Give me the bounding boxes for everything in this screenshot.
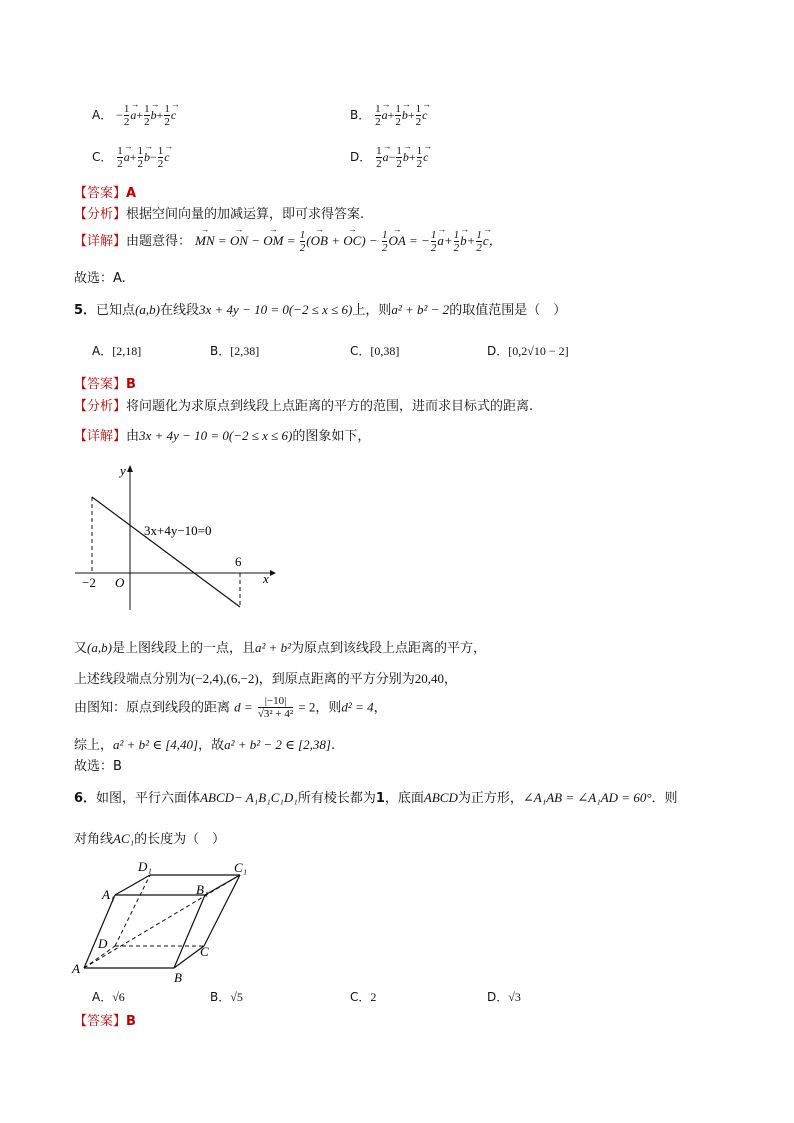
option-value: [0,2√10 − 2] <box>508 344 569 358</box>
option-value: 2 <box>370 990 377 1004</box>
option-label: C． <box>350 344 371 358</box>
text: ， <box>373 700 387 716</box>
option-label: C． <box>92 149 113 164</box>
origin-label: O <box>115 575 125 590</box>
label-C1: C₁ <box>234 860 248 875</box>
detail-equation: 3x + 4y − 10 = 0(−2 ≤ x ≤ 6) <box>139 428 293 443</box>
option-label: D． <box>350 149 372 164</box>
x-axis-arrow <box>270 570 276 576</box>
label-A: A <box>72 961 80 976</box>
stem-text: 的长度为（ ） <box>134 832 226 847</box>
y-axis-label: y <box>120 463 126 478</box>
q5-option-c <box>350 342 399 359</box>
option-value: √5 <box>230 990 243 1004</box>
stem-diagonal: AC₁ <box>113 831 135 846</box>
question-number: 5． <box>74 303 97 318</box>
q4-analysis <box>74 203 364 222</box>
q5-line3 <box>74 696 387 720</box>
math: a² + b² ∈ [4,40] <box>113 737 199 752</box>
text: 是上图线段上的一点，且 <box>111 641 255 656</box>
option-value: √3 <box>508 990 521 1004</box>
stem-text: 在线段 <box>159 303 199 318</box>
option-label: A． <box>92 990 113 1004</box>
text: ，到原点距离的平方分别为 <box>258 672 415 687</box>
stem-point: (a,b) <box>135 302 160 317</box>
math: d = <box>234 699 253 715</box>
option-value: √6 <box>112 990 125 1004</box>
option-label: B． <box>210 344 231 358</box>
detail-tag: 【详解】 <box>74 429 127 444</box>
text: 为原点到该线段上点距离的平方， <box>291 641 487 656</box>
text: 综上， <box>74 738 114 753</box>
line-label: 3x+4y−10=0 <box>144 523 212 538</box>
q6-option-c <box>350 988 376 1005</box>
stem-expression: a² + b² − 2 <box>391 302 450 317</box>
q5-line4 <box>74 734 335 753</box>
text: 上述线段端点分别为 <box>74 672 192 687</box>
q5-option-a <box>92 342 141 359</box>
q4-conclusion: 故选：A. <box>74 271 126 286</box>
detail-lead: 由题意得： <box>126 234 192 249</box>
answer-tag: 【答案】 <box>74 1014 127 1029</box>
analysis-tag: 【分析】 <box>74 207 127 222</box>
option-label: D． <box>487 344 509 358</box>
analysis-tag: 【分析】 <box>74 399 127 414</box>
q5-detail <box>74 425 370 444</box>
q4-option-a: A． − $\frac{1}{2}$ → a+ $\frac{1}{2}$ → b+ $\frac{1}{2}$ → c <box>92 104 176 128</box>
q5-line1 <box>74 637 486 656</box>
question-number: 6． <box>74 791 97 806</box>
text: ， <box>444 672 458 687</box>
math: (a,b) <box>87 640 112 655</box>
q5-stem <box>74 299 566 318</box>
stem-text: 的取值范围是（ ） <box>449 303 567 318</box>
stem-text: 上，则 <box>352 303 392 318</box>
text: ，故 <box>198 738 225 753</box>
text: 又 <box>74 641 88 656</box>
q6-figure <box>70 855 270 985</box>
option-value: [2,38] <box>230 344 260 358</box>
distance-fraction <box>258 696 293 720</box>
q4-option-d: D． $\frac{1}{2}$ → a− $\frac{1}{2}$ → b+ $\frac{1}{2}$ → c <box>350 146 428 170</box>
q4-option-c: C． $\frac{1}{2}$ → a+ $\frac{1}{2}$ → b− $\frac{1}{2}$ → c <box>92 146 170 170</box>
answer-tag: 【答案】 <box>74 377 127 392</box>
answer-value: B <box>126 1014 136 1029</box>
label-B: B <box>174 970 182 985</box>
option-label: A． <box>92 107 113 122</box>
answer-value: B <box>126 377 136 392</box>
option-label: C． <box>350 990 371 1004</box>
q6-stem-line2 <box>74 828 225 847</box>
q6-option-b <box>210 988 243 1005</box>
text: . <box>330 738 336 753</box>
q6-answer <box>74 1010 136 1029</box>
text: ，则 <box>315 700 342 716</box>
math: = 2 <box>298 699 316 715</box>
label-A1: A₁ <box>102 887 115 902</box>
stem-text: 如图，平行六面体 <box>96 791 201 806</box>
analysis-text: 根据空间向量的加减运算，即可求得答案. <box>126 207 365 222</box>
option-value: [2,18] <box>112 344 142 358</box>
option-label: D． <box>487 990 509 1004</box>
q4-answer <box>74 182 136 201</box>
q5-graph <box>70 460 280 620</box>
math: (−2,4),(6,−2) <box>191 671 259 686</box>
math: d² = 4 <box>341 699 374 715</box>
stem-solid: ABCD− A₁B₁C₁D₁ <box>200 790 298 805</box>
label-D1: D₁ <box>138 859 152 874</box>
q6-stem <box>74 787 678 806</box>
edge-A-A1 <box>84 895 115 968</box>
stem-text: 对角线 <box>74 832 114 847</box>
option-label: B． <box>210 990 231 1004</box>
q6-option-a <box>92 988 125 1005</box>
label-C: C <box>200 944 209 959</box>
label-D: D <box>98 936 108 951</box>
stem-length: 1 <box>375 791 385 806</box>
x-axis-label: x <box>263 571 269 586</box>
edge-A1-D1 <box>115 875 150 895</box>
detail-formula: → MN = → ON − → OM = $\frac{1}{2}$ (→ OB + → OC) − $\frac{1}{2}$ → OA = − $\frac{1}{2}$ → a+ $\frac{1}{2}$ → b+ $\frac{1}{2}$ → c， <box>195 233 502 248</box>
q5-line2 <box>74 668 457 687</box>
option-label: B． <box>350 107 371 122</box>
q4-option-b: B． $\frac{1}{2}$ → a+ $\frac{1}{2}$ → b+ $\frac{1}{2}$ → c <box>350 104 427 128</box>
denominator: √3² + 4² <box>257 708 294 720</box>
stem-line-equation: 3x + 4y − 10 = 0(−2 ≤ x ≤ 6) <box>199 302 353 317</box>
label-B1: B₁ <box>196 882 209 897</box>
detail-text: 由 <box>126 429 140 444</box>
tick-left-label: −2 <box>82 575 96 590</box>
q5-conclusion: 故选：B <box>74 759 122 774</box>
q5-option-b <box>210 342 259 359</box>
answer-value: A <box>126 186 137 201</box>
math: a² + b² − 2 ∈ [2,38] <box>224 737 331 752</box>
q5-analysis <box>74 395 533 414</box>
math: a² + b² <box>254 640 292 655</box>
y-axis-arrow <box>127 465 133 472</box>
q5-answer <box>74 373 136 392</box>
stem-text: 已知点 <box>96 303 136 318</box>
detail-text: 的图象如下， <box>292 429 371 444</box>
q4-detail <box>74 230 502 254</box>
stem-text: ．则 <box>651 791 678 806</box>
q6-option-d <box>487 988 521 1005</box>
segment <box>92 497 240 607</box>
option-value: [0,38] <box>370 344 400 358</box>
numerator: |−10| <box>264 695 287 707</box>
analysis-text: 将问题化为求原点到线段上点距离的平方的范围，进而求目标式的距离. <box>126 399 534 414</box>
option-label: A． <box>92 344 113 358</box>
answer-tag: 【答案】 <box>74 186 127 201</box>
math: 20,40 <box>414 671 445 686</box>
stem-text: 所有棱长都为 <box>297 791 376 806</box>
stem-angles: ∠A₁AB = ∠A₁AD = 60° <box>522 790 652 805</box>
stem-base: ABCD <box>423 790 458 805</box>
q5-option-d <box>487 342 569 359</box>
detail-tag: 【详解】 <box>74 234 127 249</box>
tick-right-label: 6 <box>235 554 242 569</box>
stem-text: ，底面 <box>384 791 424 806</box>
stem-text: 为正方形， <box>457 791 523 806</box>
text: 由图知：原点到线段的距离 <box>74 700 231 716</box>
